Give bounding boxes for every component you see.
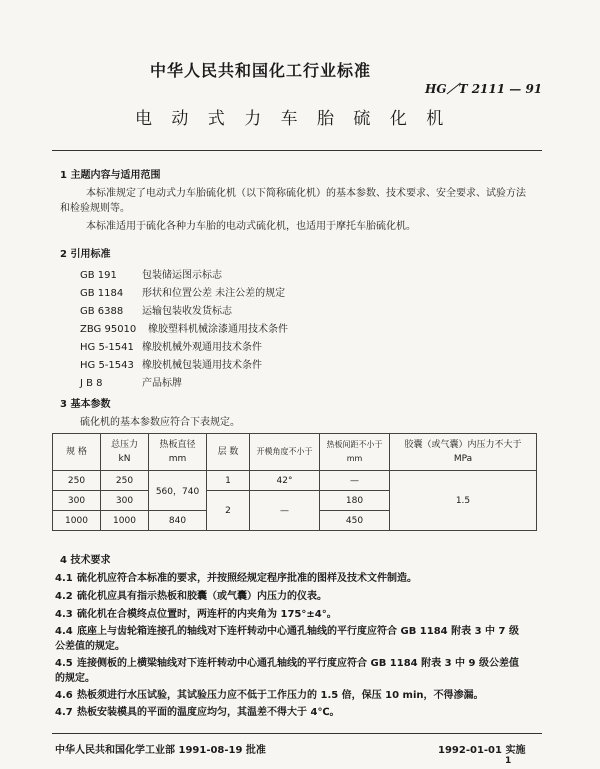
reference-item: GB 6388 运输包装收发货标志: [80, 306, 232, 317]
page-number: 1: [505, 756, 512, 766]
section-2-heading: 2 引用标准: [60, 249, 111, 260]
layers-2: 2: [207, 491, 250, 531]
standard-org-title: 中华人民共和国化工行业标准: [150, 61, 372, 80]
table-row: 300 300 2 — 180: [53, 491, 537, 511]
parameters-table: [52, 433, 537, 531]
requirement-item: 4.2 硫化机应具有指示热板和胶囊（或气囊）内压力的仪表。: [55, 591, 327, 602]
approval-date: 中华人民共和国化学工业部 1991-08-19 批准: [55, 745, 266, 756]
col-header-angle: 开模角度不小于: [250, 434, 320, 471]
document-title: 电 动 式 力 车 胎 硫 化 机: [135, 109, 451, 129]
angle-2: —: [250, 491, 320, 531]
footer-divider: [52, 733, 542, 734]
reference-item: GB 1184 形状和位置公差 未注公差的规定: [80, 288, 286, 299]
col-header-internal-pressure: 胶囊（或气囊）内压力不大于 MPa: [390, 434, 537, 471]
table-row: 1000 1000 840 450: [53, 511, 537, 531]
table-intro: 硫化机的基本参数应符合下表规定。: [80, 417, 240, 428]
requirement-item: 4.1 硫化机应符合本标准的要求，并按照经规定程序批准的图样及技术文件制造。: [55, 573, 417, 584]
reference-item: GB 191 包装储运图示标志: [80, 270, 222, 281]
requirement-item: 4.3 硫化机在合模终点位置时，两连杆的内夹角为 175°±4°。: [55, 609, 337, 620]
section-1-para-2: 本标准适用于硫化各种力车胎的电动式硫化机，也适用于摩托车胎硫化机。: [86, 221, 416, 232]
col-header-pressure: 总压力 kN: [101, 434, 149, 471]
reference-item: ZBG 95010 橡胶塑料机械涂漆通用技术条件: [80, 324, 288, 335]
col-header-layers: 层 数: [207, 434, 250, 471]
col-header-diameter: 热板直径 mm: [149, 434, 207, 471]
requirement-item: 4.5 连接侧板的上横梁轴线对下连杆转动中心通孔轴线的平行度应符合 GB 1184 附表 3 中 9 级公差值的规定。: [55, 658, 519, 684]
reference-item: HG 5-1543 橡胶机械包装通用技术条件: [80, 360, 262, 371]
table-row: 250 250 560，740 1 42° — 1.5: [53, 471, 537, 491]
internal-pressure-merged: 1.5: [390, 471, 537, 531]
col-header-spec: 规 格: [53, 434, 101, 471]
layers-1: 1: [207, 471, 250, 491]
section-3-heading: 3 基本参数: [60, 399, 111, 410]
effective-date: 1992-01-01 实施: [438, 745, 526, 756]
requirement-item: 4.4 底座上与齿轮箱连接孔的轴线对下连杆转动中心通孔轴线的平行度应符合 GB 1184 附表 3 中 7 级公差值的规定。: [55, 626, 519, 652]
col-header-gap: 热板间距不小于 mm: [320, 434, 390, 471]
section-1-heading: 1 主题内容与适用范围: [60, 170, 161, 181]
requirement-item: 4.6 热板须进行水压试验，其试验压力应不低于工作压力的 1.5 倍，保压 10 min，不得渗漏。: [55, 690, 484, 701]
section-4-heading: 4 技术要求: [60, 555, 111, 566]
standard-code: HG／T 2111 — 91: [425, 82, 543, 96]
reference-item: J B 8 产品标牌: [80, 378, 182, 389]
reference-item: HG 5-1541 橡胶机械外观通用技术条件: [80, 342, 262, 353]
diameter-merged: 560，740: [149, 471, 207, 511]
header-divider: [52, 150, 542, 151]
requirement-item: 4.7 热板安装模具的平面的温度应均匀，其温差不得大于 4℃。: [55, 707, 340, 718]
section-1-para-1: 本标准规定了电动式力车胎硫化机（以下简称硫化机）的基本参数、技术要求、安全要求、试验方法和检验规则等。: [60, 188, 526, 214]
